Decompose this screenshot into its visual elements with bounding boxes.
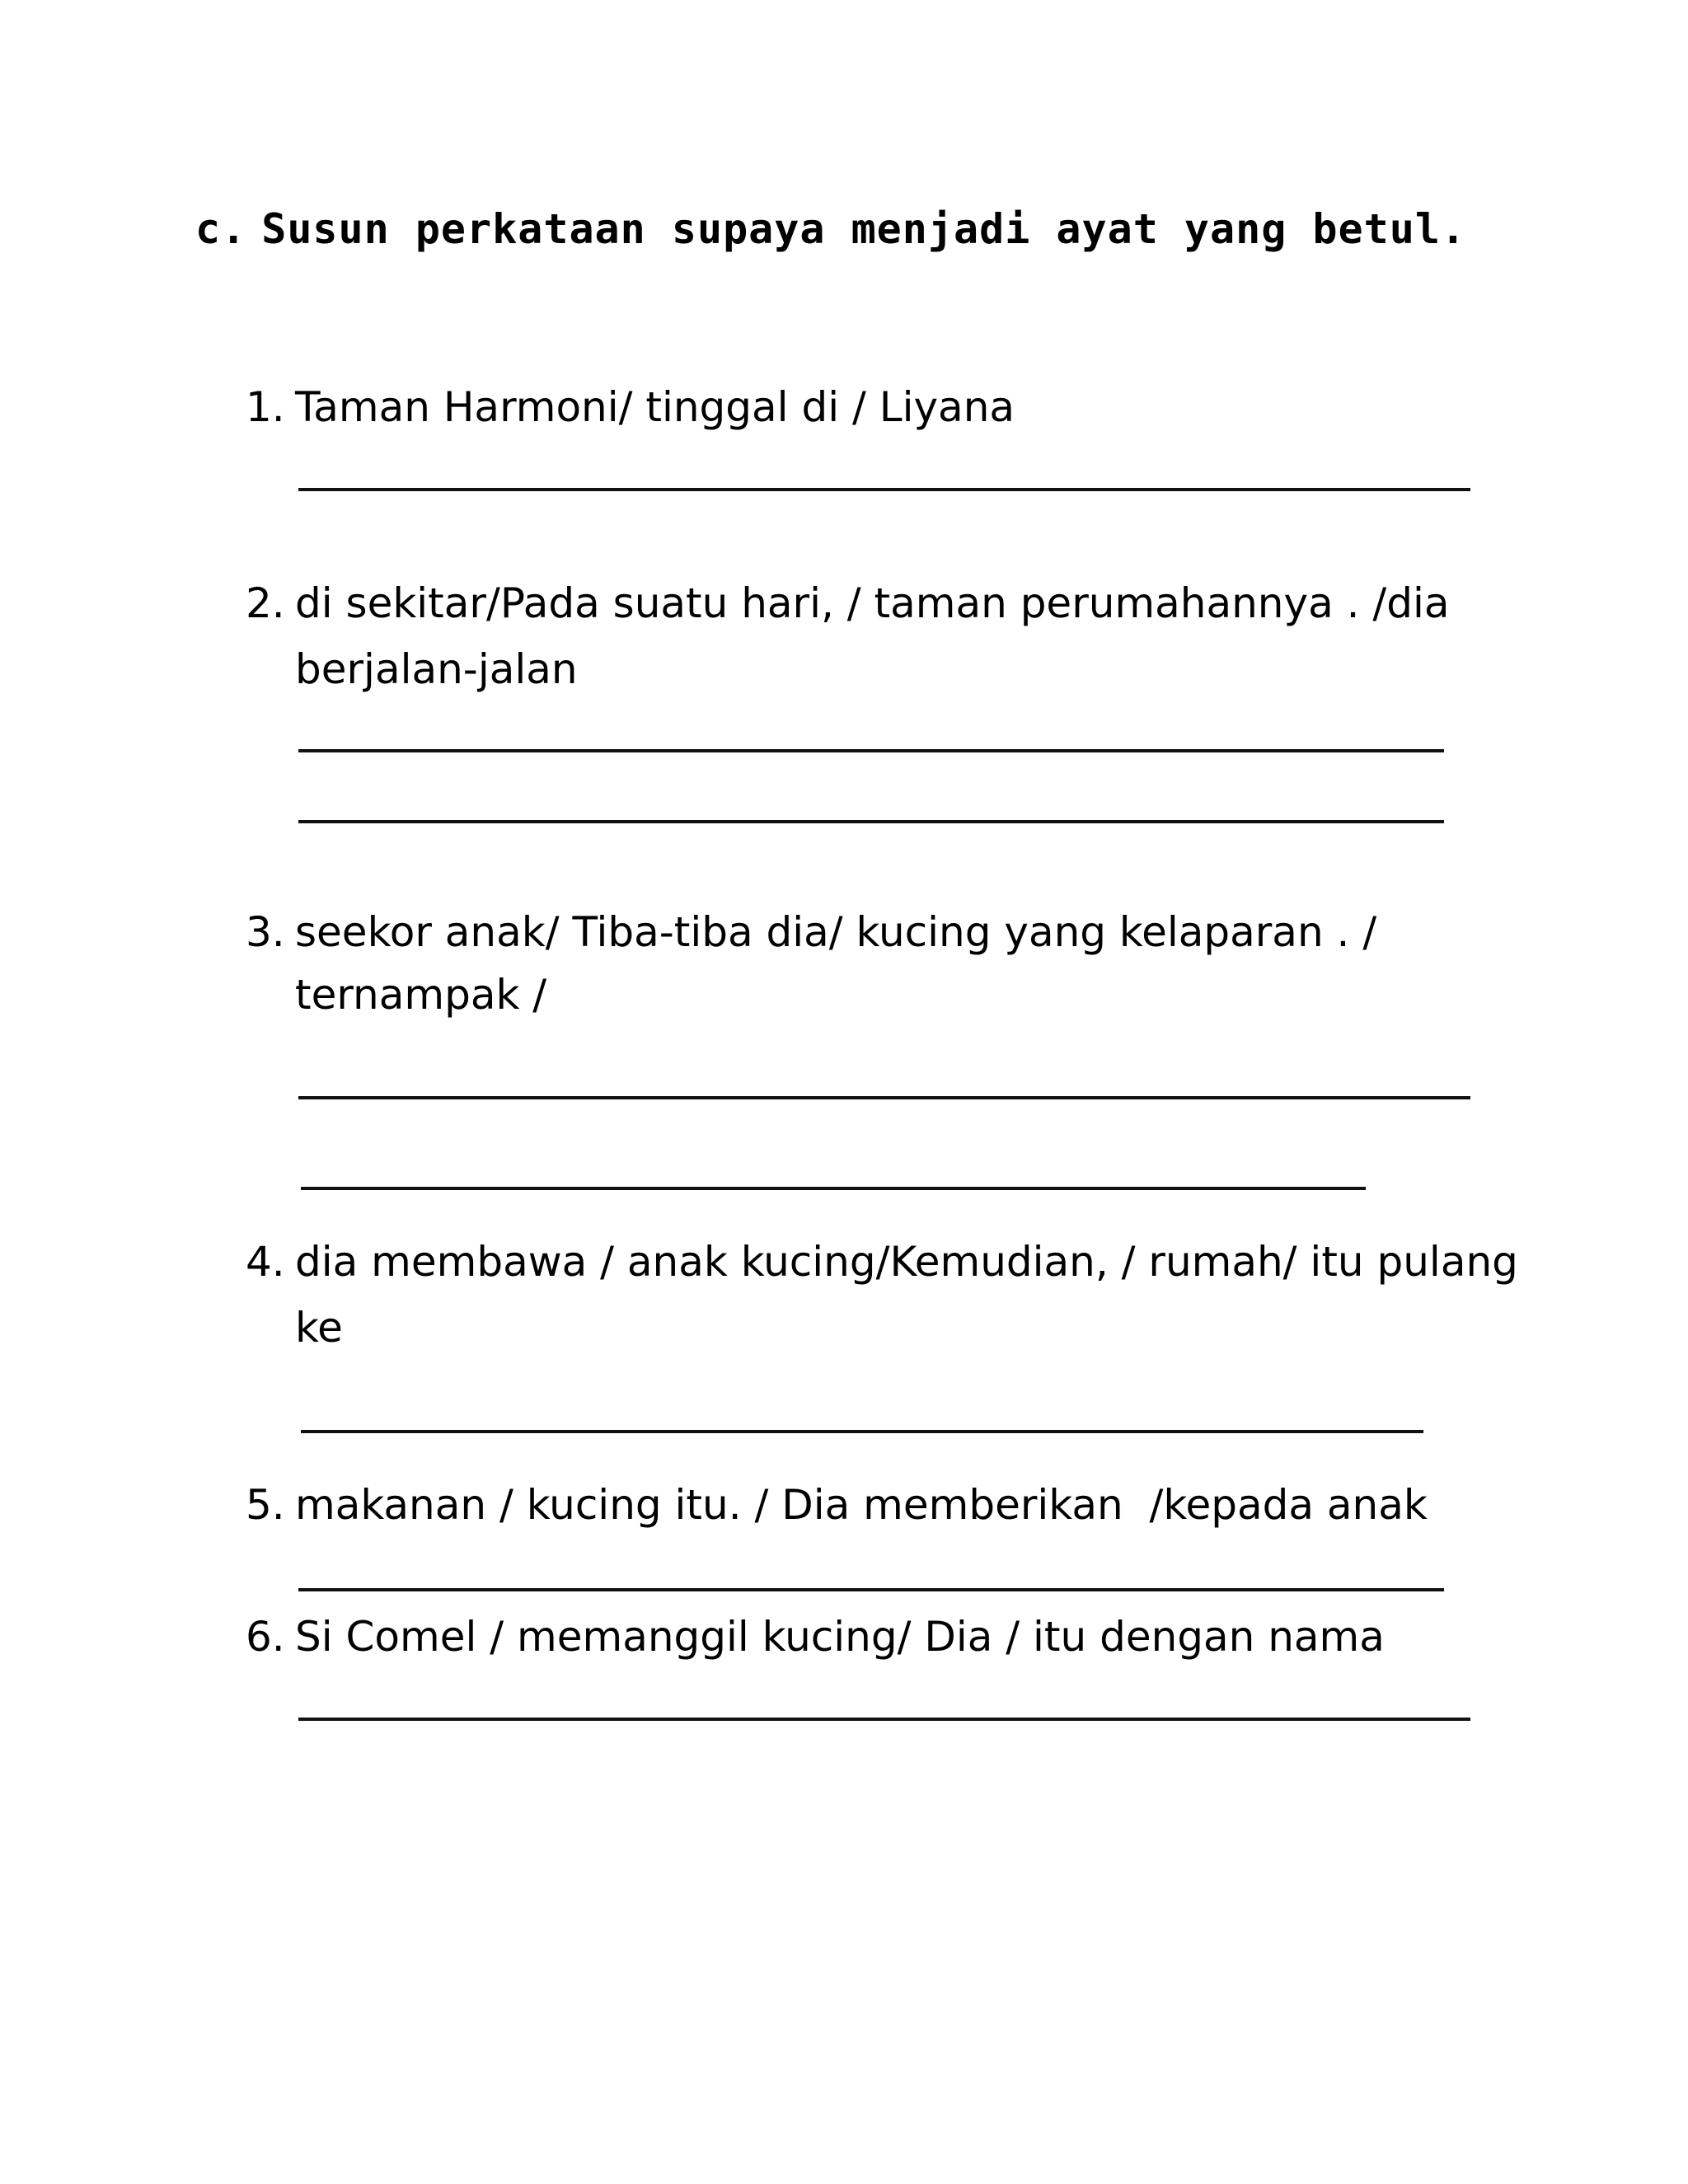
- instruction-text: Susun perkataan supaya menjadi ayat yang betul.: [261, 205, 1467, 253]
- question-text: makanan / kucing itu. / Dia memberikan /kepada anak: [295, 1481, 1428, 1529]
- question-text: dia membawa / anak kucing/Kemudian, / rumah/ itu pulang: [295, 1238, 1518, 1286]
- answer-line: [298, 1096, 1470, 1099]
- question-number: 3.: [246, 908, 285, 956]
- question-text: Si Comel / memanggil kucing/ Dia / itu dengan nama: [295, 1613, 1385, 1661]
- answer-line: [298, 488, 1470, 491]
- answer-line: [301, 1430, 1423, 1433]
- question-number: 1.: [246, 383, 285, 431]
- question-text-continued: ke: [295, 1304, 343, 1352]
- question-text-continued: berjalan-jalan: [295, 645, 578, 693]
- answer-line: [301, 1187, 1366, 1190]
- question-text: di sekitar/Pada suatu hari, / taman perumahannya . /dia: [295, 579, 1450, 627]
- question-number: 6.: [246, 1613, 285, 1661]
- answer-line: [298, 1718, 1470, 1721]
- question-number: 2.: [246, 579, 285, 627]
- question-text: seekor anak/ Tiba-tiba dia/ kucing yang kelaparan . /: [295, 908, 1377, 956]
- question-text: Taman Harmoni/ tinggal di / Liyana: [295, 383, 1015, 431]
- question-text-continued: ternampak /: [295, 971, 547, 1019]
- section-heading: [195, 204, 1466, 254]
- answer-line: [298, 820, 1444, 823]
- answer-line: [298, 749, 1444, 752]
- section-letter: c.: [195, 205, 247, 253]
- answer-line: [298, 1588, 1444, 1591]
- question-number: 5.: [246, 1481, 285, 1529]
- question-number: 4.: [246, 1238, 285, 1286]
